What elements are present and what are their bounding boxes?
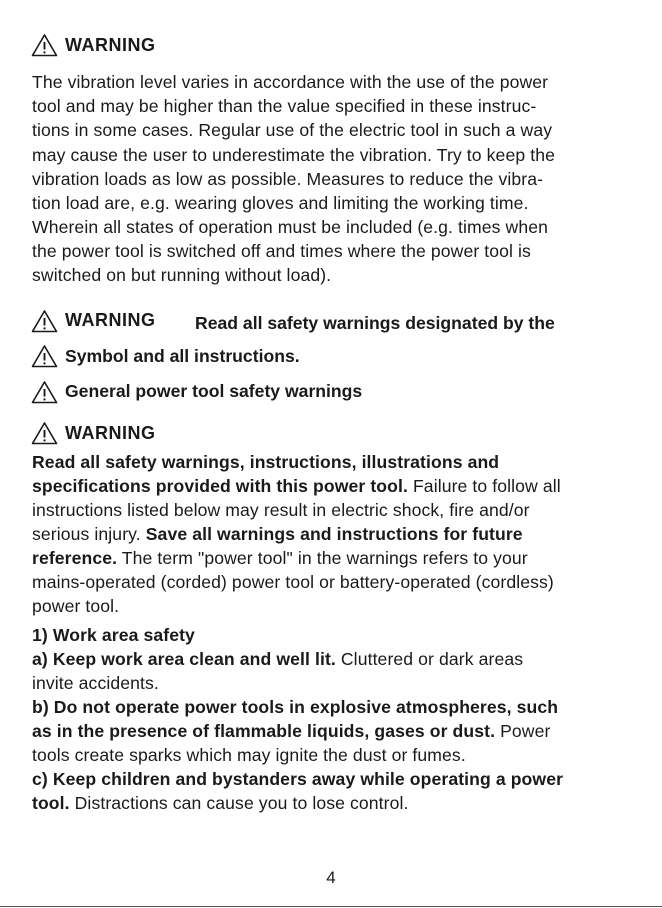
paragraph-line xyxy=(32,791,409,815)
warning-triangle-icon xyxy=(31,344,58,368)
normal-text: Power xyxy=(495,721,551,741)
bottom-divider xyxy=(0,906,662,907)
normal-text: The term "power tool" in the warnings refers to your xyxy=(117,548,528,568)
paragraph-line: Read all safety warnings, instructions, illustrations and xyxy=(32,452,500,472)
paragraph-line: Wherein all states of operation must be included (e.g. times when xyxy=(32,217,549,237)
warning-triangle-icon xyxy=(31,309,58,333)
warning-text: Read all safety warnings designated by the xyxy=(195,313,555,333)
warning-heading: WARNING xyxy=(65,423,156,443)
paragraph-line xyxy=(32,474,561,498)
paragraph-line xyxy=(32,522,523,546)
bold-text: a) Keep work area clean and well lit. xyxy=(32,649,336,669)
paragraph-line: invite accidents. xyxy=(32,673,159,693)
paragraph-line: power tool. xyxy=(32,596,120,616)
bold-text: specifications provided with this power tool. xyxy=(32,476,408,496)
paragraph-line: b) Do not operate power tools in explosive atmospheres, such xyxy=(32,697,559,717)
paragraph-line: the power tool is switched off and times where the power tool is xyxy=(32,241,531,261)
normal-text: Distractions can cause you to lose control. xyxy=(69,793,409,813)
paragraph-line: switched on but running without load). xyxy=(32,265,332,285)
warning-triangle-icon xyxy=(31,421,58,445)
paragraph-line: tions in some cases. Regular use of the electric tool in such a way xyxy=(32,120,553,140)
paragraph-line xyxy=(32,719,550,743)
bold-text: tool. xyxy=(32,793,70,813)
paragraph-line: c) Keep children and bystanders away while operating a power xyxy=(32,769,564,789)
general-warnings-heading: General power tool safety warnings xyxy=(65,381,363,401)
bold-text: Save all warnings and instructions for future xyxy=(145,524,523,544)
paragraph-line: tools create sparks which may ignite the dust or fumes. xyxy=(32,745,466,765)
bold-text: as in the presence of flammable liquids, gases or dust. xyxy=(32,721,496,741)
paragraph-line: The vibration level varies in accordance with the use of the power xyxy=(32,72,549,92)
paragraph-line: vibration loads as low as possible. Measures to reduce the vibra- xyxy=(32,169,544,189)
normal-text: Failure to follow all xyxy=(407,476,561,496)
section-title: 1) Work area safety xyxy=(32,625,195,645)
normal-text: Cluttered or dark areas xyxy=(335,649,524,669)
paragraph-line: may cause the user to underestimate the vibration. Try to keep the xyxy=(32,145,555,165)
paragraph-line: tion load are, e.g. wearing gloves and limiting the working time. xyxy=(32,193,529,213)
paragraph-line: mains-operated (corded) power tool or battery-operated (cordless) xyxy=(32,572,554,592)
warning-heading: WARNING xyxy=(65,35,156,55)
paragraph-line xyxy=(32,647,523,671)
symbol-line: Symbol and all instructions. xyxy=(65,346,300,366)
paragraph-line xyxy=(32,546,528,570)
paragraph-line: tool and may be higher than the value specified in these instruc- xyxy=(32,96,537,116)
warning-heading: WARNING xyxy=(65,310,156,330)
warning-triangle-icon xyxy=(31,380,58,404)
page-number: 4 xyxy=(326,868,336,887)
paragraph-line: instructions listed below may result in electric shock, fire and/or xyxy=(32,500,530,520)
normal-text: serious injury. xyxy=(32,524,146,544)
warning-triangle-icon xyxy=(31,33,58,57)
bold-text: reference. xyxy=(32,548,118,568)
